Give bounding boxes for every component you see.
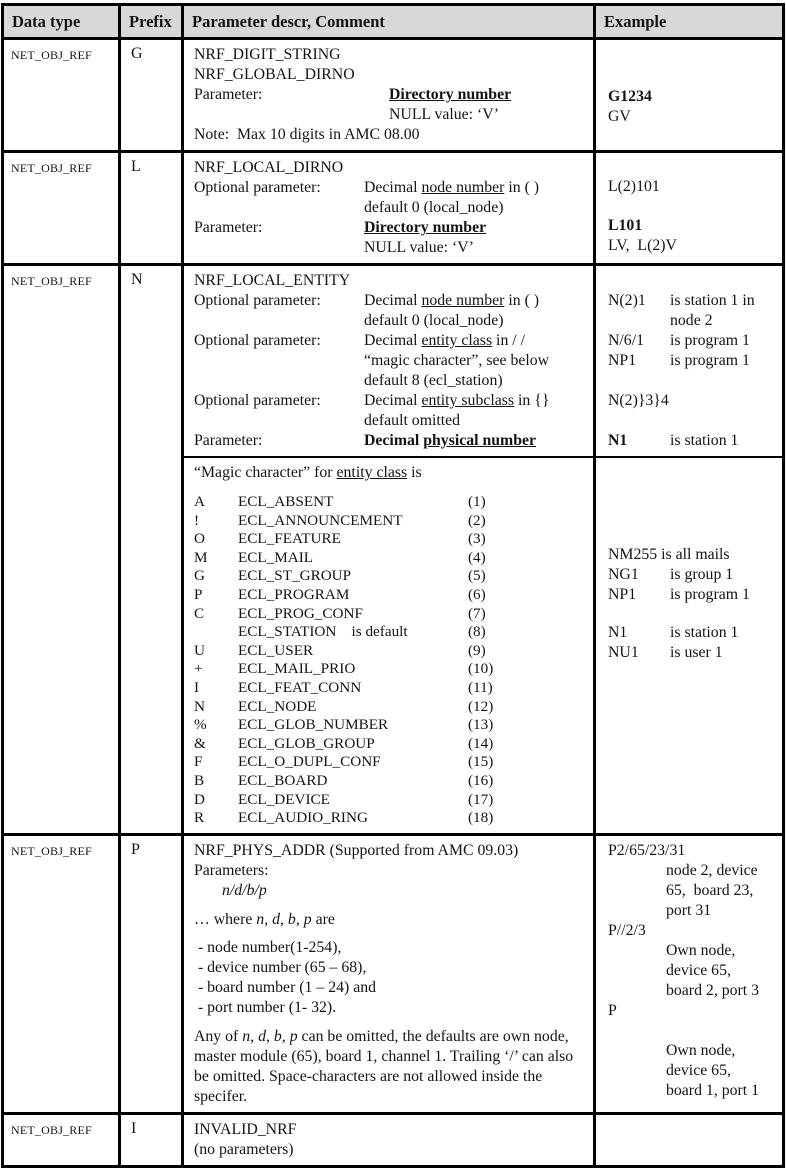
text-line: N(2)}3}4 <box>608 392 669 409</box>
cell-example <box>596 153 782 263</box>
text-line: Optional parameter: Decimal entity subclass in {} <box>194 392 550 409</box>
text-line: NG1 is group 1 <box>608 566 734 583</box>
text-line: NRF_LOCAL_ENTITY <box>194 272 351 289</box>
text-line: - device number (65 – 68), <box>194 958 367 976</box>
text-line: NRF_DIGIT_STRING <box>194 46 341 63</box>
text-line: NRF_PHYS_ADDR (Supported from AMC 09.03) <box>194 841 519 859</box>
text-line: N/6/1 is program 1 <box>608 332 750 349</box>
header-data-type: Data type <box>4 6 121 37</box>
text-line: P2/65/23/31 <box>608 841 686 859</box>
text-line: port 31 <box>666 901 712 919</box>
text-line: Optional parameter: Decimal node number in ( ) <box>194 179 540 196</box>
text-line: G ECL_ST_GROUP (5) <box>194 567 486 585</box>
cell-parameter-descr <box>184 153 596 263</box>
table-row-prefix-n <box>4 266 782 836</box>
cell-parameter-descr <box>184 1115 596 1165</box>
header-parameter-descr: Parameter descr, Comment <box>184 6 596 37</box>
text-line: & ECL_GLOB_GROUP (14) <box>194 734 494 752</box>
text-line: Parameter: Directory number <box>194 219 487 236</box>
text-line: R ECL_AUDIO_RING (18) <box>194 809 494 827</box>
table-row-prefix-l <box>4 153 782 266</box>
text-line: n/d/b/p <box>222 881 267 899</box>
text-line: F ECL_O_DUPL_CONF (15) <box>194 753 494 771</box>
text-line: Optional parameter: Decimal entity class in / / <box>194 332 526 349</box>
text-line: LV, L(2)V <box>608 237 677 254</box>
text-line: NM255 is all mails <box>608 546 730 563</box>
text-line: N1 is station 1 <box>608 432 739 449</box>
header-prefix: Prefix <box>121 6 184 37</box>
text-line: device 65, <box>666 1061 731 1079</box>
text-line: Own node, <box>666 1041 736 1059</box>
cell-data-type: NET_OBJ_REF <box>4 266 121 833</box>
cell-data-type: NET_OBJ_REF <box>4 1115 121 1165</box>
table-row-prefix-i <box>4 1115 782 1165</box>
text-line: L101 <box>608 217 643 234</box>
text-line: “Magic character” for entity class is <box>194 464 422 481</box>
text-line: 65, board 23, <box>666 881 754 899</box>
text-line: NULL value: ‘V’ <box>364 239 474 256</box>
table-row-prefix-g <box>4 40 782 153</box>
cell-data-type: NET_OBJ_REF <box>4 40 121 150</box>
text-line: default 8 (ecl_station) <box>364 372 503 389</box>
text-line: NU1 is user 1 <box>608 644 723 661</box>
cell-prefix: N <box>121 266 184 833</box>
cell-prefix: L <box>121 153 184 263</box>
text-line: - node number(1-254), <box>194 938 342 956</box>
table-header-row <box>4 6 782 40</box>
text-line: D ECL_DEVICE (17) <box>194 790 494 808</box>
text-line: O ECL_FEATURE (3) <box>194 530 486 548</box>
table-row-prefix-p <box>4 836 782 1115</box>
scanned-document-page <box>0 3 786 1168</box>
text-line: L(2)101 <box>608 178 660 195</box>
cell-example <box>596 458 782 833</box>
cell-parameter-descr <box>184 40 596 150</box>
text-line: default omitted <box>364 412 461 429</box>
text-line: M ECL_MAIL (4) <box>194 548 486 566</box>
text-line: B ECL_BOARD (16) <box>194 771 494 789</box>
text-line: Optional parameter: Decimal node number in ( ) <box>194 292 540 309</box>
text-line: Parameter: Decimal physical number <box>194 432 537 449</box>
cell-prefix: G <box>121 40 184 150</box>
text-line: + ECL_MAIL_PRIO (10) <box>194 660 494 678</box>
text-line: Own node, <box>666 941 736 959</box>
text-line: NRF_GLOBAL_DIRNO <box>194 66 355 83</box>
text-line: P//2/3 <box>608 921 646 939</box>
text-line: node 2 <box>670 312 713 329</box>
parameter-reference-table <box>1 3 785 1168</box>
text-line: N(2)1 is station 1 in <box>608 292 755 309</box>
cell-parameter-descr <box>184 266 596 456</box>
prefix-n-magic-character-section <box>184 456 782 833</box>
prefix-n-parameters-section <box>184 266 782 456</box>
text-line: default 0 (local_node) <box>364 312 504 329</box>
text-line: … where n, d, b, p are <box>194 910 335 928</box>
cell-prefix: I <box>121 1115 184 1165</box>
cell-data-type: NET_OBJ_REF <box>4 153 121 263</box>
text-line: % ECL_GLOB_NUMBER (13) <box>194 716 494 734</box>
text-line: board 2, port 3 <box>666 981 760 999</box>
text-line: ! ECL_ANNOUNCEMENT (2) <box>194 511 486 529</box>
text-line: U ECL_USER (9) <box>194 641 486 659</box>
prefix-n-subrows <box>184 266 782 833</box>
text-line: (no parameters) <box>194 1140 294 1158</box>
text-line: P <box>608 1001 617 1019</box>
text-line: node 2, device <box>666 861 758 879</box>
text-line: I ECL_FEAT_CONN (11) <box>194 678 493 696</box>
text-line: INVALID_NRF <box>194 1120 297 1138</box>
header-example: Example <box>604 12 667 31</box>
text-line: Parameters: <box>194 861 269 879</box>
cell-example <box>596 40 782 150</box>
text-line: “magic character”, see below <box>364 352 550 369</box>
text-line: NP1 is program 1 <box>608 586 750 603</box>
cell-parameter-descr <box>184 836 596 1112</box>
text-line: NP1 is program 1 <box>608 352 750 369</box>
text-line: Any of n, d, b, p can be omitted, the defaults are own node, master module (65), board 1, channel 1. Trailing ‘/’ can also be omitted. Space-characters are not allowed inside the specifer. <box>194 1027 578 1105</box>
text-line: P ECL_PROGRAM (6) <box>194 585 486 603</box>
cell-example <box>596 836 782 1112</box>
text-line: N1 is station 1 <box>608 624 739 641</box>
text-line: board 1, port 1 <box>666 1081 760 1099</box>
cell-data-type: NET_OBJ_REF <box>4 836 121 1112</box>
text-line: ECL_STATION is default (8) <box>238 623 486 641</box>
cell-example <box>596 266 782 456</box>
text-line: - board number (1 – 24) and <box>194 978 377 996</box>
cell-example <box>596 1115 782 1165</box>
text-line: NULL value: ‘V’ <box>389 106 499 123</box>
text-line: N ECL_NODE (12) <box>194 697 494 715</box>
text-line: C ECL_PROG_CONF (7) <box>194 604 486 622</box>
cell-prefix: P <box>121 836 184 1112</box>
text-line: Parameter: Directory number <box>194 86 512 103</box>
text-line: A ECL_ABSENT (1) <box>194 493 486 510</box>
text-line: Note: Max 10 digits in AMC 08.00 <box>194 126 420 143</box>
text-line: NRF_LOCAL_DIRNO <box>194 159 344 176</box>
text-line: G1234 <box>608 88 652 105</box>
text-line: - port number (1- 32). <box>194 998 337 1016</box>
text-line: GV <box>608 108 631 125</box>
text-line: default 0 (local_node) <box>364 199 504 216</box>
cell-magic-character-list <box>184 458 596 833</box>
text-line: device 65, <box>666 961 731 979</box>
